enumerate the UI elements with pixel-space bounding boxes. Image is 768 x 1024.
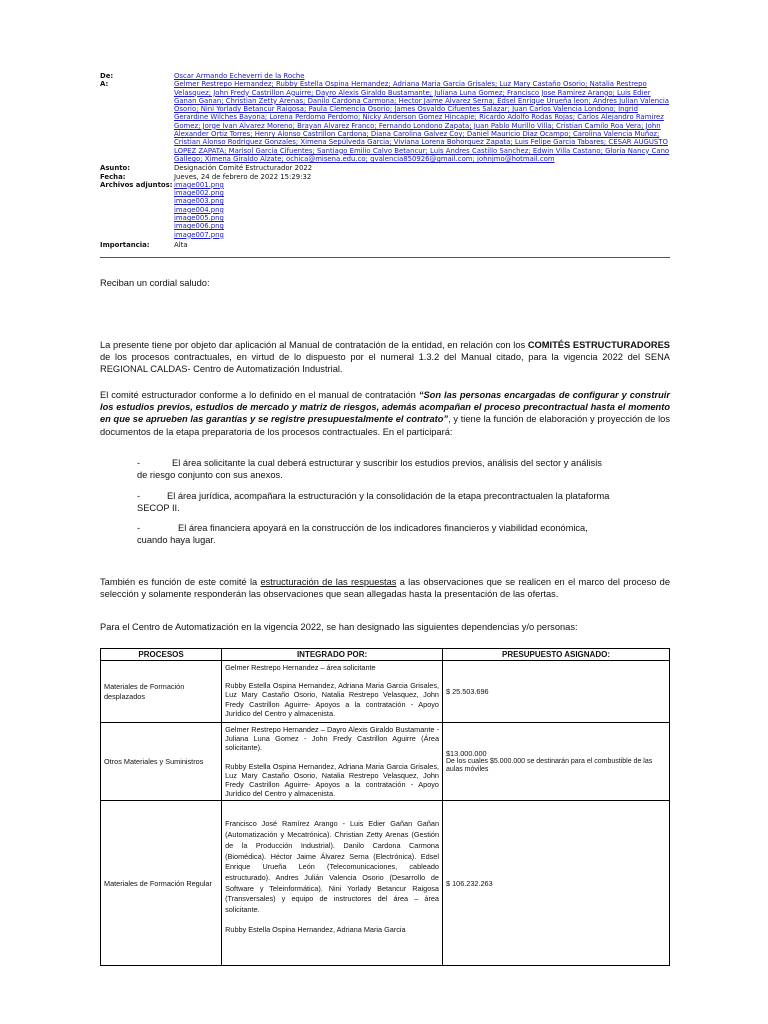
bullet-3-line-2: cuando haya lugar. bbox=[137, 535, 216, 545]
bullet-2-line-1: El área jurídica, acompañara la estructuración y la consolidación de la etapa precontractualen la plataforma bbox=[167, 491, 610, 501]
responses-text-a: También es función de este comité la bbox=[100, 577, 261, 587]
integrado-line: Rubby Estella Ospina Hernandez, Adriana Maria Garcia Grisales, Luz Mary Castaño Osorio, Natalia Restrepo Velasquez, John Fredy Castrillon Aguirre- Apoyos a la contratación - Apoyo Jurídico del Centro y almacenista. bbox=[225, 761, 439, 799]
committee-quote: “Son las personas encargadas de configurar y construir los estudios previos, estudios de mercado y matriz de riesgos, además acompañan el proceso precontractual hasta el momento en que se aprueben las garantías y se registre presupuestalmente el contrato” bbox=[100, 390, 671, 425]
integrado-cell bbox=[222, 723, 443, 801]
integrado-line: Gelmer Restrepo Hernandez – área solicitante bbox=[225, 663, 376, 672]
responses-text-b: a las observaciones que se realicen en el marco del proceso de selección y solamente responderán las observaciones que sean allegadas hasta la presentación de las ofertas. bbox=[100, 577, 670, 600]
table-row bbox=[101, 723, 670, 801]
attachments-list bbox=[174, 181, 670, 239]
header-integrado: INTEGRADO POR: bbox=[222, 649, 443, 661]
table-row bbox=[101, 661, 670, 723]
designation-table bbox=[100, 648, 670, 966]
integrado-line: Rubby Estella Ospina Hernandez, Adriana Maria Garcia Grisales, Luz Mary Castaño Osorio, Natalia Restrepo Velasquez, John Fredy Castrillon Aguirre- Apoyos a la contratación - Apoyo Jurídico del Centro y almacenista. bbox=[225, 681, 439, 718]
proceso-cell: Otros Materiales y Suministros bbox=[101, 723, 222, 801]
to-label: A: bbox=[100, 80, 109, 89]
paragraph-committee bbox=[100, 389, 670, 438]
attachment-link[interactable]: image003.png bbox=[174, 197, 224, 206]
paragraph-intro bbox=[100, 339, 670, 376]
intro-text-b: de los procesos contractuales, en virtud de lo dispuesto por el numeral 1.3.2 del Manual citado, para la vigencia 2022 del SENA REGIONAL CALDAS- Centro de Automatización Industrial. bbox=[100, 352, 670, 375]
integrado-cell bbox=[222, 801, 443, 966]
presupuesto-cell bbox=[443, 661, 670, 723]
header-procesos: PROCESOS bbox=[101, 649, 222, 661]
bullet-dash: - bbox=[137, 523, 141, 533]
bullet-3-line-1: El área financiera apoyará en la construcción de los indicadores financieros y viabilidad económica, bbox=[178, 523, 588, 533]
to-row bbox=[100, 80, 670, 163]
responses-underlined: estructuración de las respuestas bbox=[260, 577, 397, 587]
committee-text-b: , y tiene la función de elaboración y proyección de los documentos de la etapa preparatoria de los procesos contractuales. En el participará: bbox=[100, 414, 670, 437]
presupuesto-cell bbox=[443, 801, 670, 966]
integrado-line: Francisco José Ramírez Arango - Luis Edier Gañan Gañan (Automatización y Mecatrónica). Christian Zetty Arenas (Gestión de la Producción Industrial). Danilo Cardona Carmona (Biomédica). Héctor Jaime Álvarez Serna (Electrónica). Edsel Enrique Urueña León (Telecomunicaciones, cableado estructurado). Andres Julián Valencia Osorio (Desarrollo de Software y Teleinformática). Nini Yorlady Betancur Raigosa (Transversales) y equipo de instructores del área – área solicitante. bbox=[225, 819, 439, 915]
bullet-dash: - bbox=[137, 458, 141, 468]
attachment-link[interactable]: image001.png bbox=[174, 180, 224, 189]
bullet-2-line-2: SECOP II. bbox=[137, 503, 180, 513]
subject-label: Asunto: bbox=[100, 164, 131, 173]
from-row bbox=[100, 72, 670, 80]
proceso-cell: Materiales de Formación desplazados bbox=[101, 661, 222, 723]
from-label: De: bbox=[100, 72, 114, 80]
subject-value: Designación Comité Estructurador 2022 bbox=[174, 164, 313, 173]
header-presupuesto: PRESUPUESTO ASIGNADO: bbox=[443, 649, 670, 661]
from-link[interactable]: Oscar Armando Echeverri de la Roche bbox=[174, 72, 305, 80]
date-label: Fecha: bbox=[100, 172, 126, 181]
importance-value: Alta bbox=[174, 240, 188, 249]
presupuesto-value: $13.000.000 bbox=[446, 748, 487, 758]
proceso-cell: Materiales de Formación Regular bbox=[101, 801, 222, 966]
bullet-dash: - bbox=[137, 491, 141, 501]
presupuesto-cell bbox=[443, 723, 670, 801]
importance-label: Importancia: bbox=[100, 240, 150, 249]
email-header bbox=[100, 72, 670, 249]
attachment-link[interactable]: image006.png bbox=[174, 222, 224, 231]
attachment-link[interactable]: image005.png bbox=[174, 214, 224, 223]
table-header-row bbox=[101, 649, 670, 661]
importance-row bbox=[100, 241, 670, 249]
subject-row bbox=[100, 164, 670, 172]
paragraph-responses bbox=[100, 576, 670, 600]
bullet-1-line-2: de riesgo conjunto con sus anexos. bbox=[137, 470, 283, 480]
committee-text-a: El comité estructurador conforme a lo definido en el manual de contratación bbox=[100, 390, 419, 400]
bullet-1-line-1: El área solicitante la cual deberá estructurar y suscribir los estudios previos, análisis del sector y análisis bbox=[172, 458, 602, 468]
integrado-line: Rubby Estella Ospina Hernandez, Adriana Maria Garcia bbox=[225, 924, 406, 934]
presupuesto-note: De los cuales $5.000.000 se destinarán para el combustible de las aulas móviles bbox=[446, 757, 653, 774]
greeting: Reciban un cordial saludo: bbox=[100, 278, 210, 288]
presupuesto-value: $ 25.503.696 bbox=[446, 686, 489, 696]
attachment-link[interactable]: image007.png bbox=[174, 230, 224, 239]
integrado-line: Gelmer Restrepo Hernandez – Dayro Alexis Giraldo Bustamante - Juliana Luna Gomez - John Fredy Castrillon Aguirre (Área solicitante). bbox=[225, 725, 439, 753]
attachment-link[interactable]: image004.png bbox=[174, 205, 224, 214]
attachment-link[interactable]: image002.png bbox=[174, 189, 224, 198]
intro-text-a: La presente tiene por objeto dar aplicación al Manual de contratación de la entidad, en relación con los bbox=[100, 340, 528, 350]
presupuesto-value: $ 106.232.263 bbox=[446, 878, 493, 888]
header-divider bbox=[100, 257, 670, 258]
attachments-row bbox=[100, 181, 670, 239]
attachments-label: Archivos adjuntos: bbox=[100, 180, 173, 189]
paragraph-designation: Para el Centro de Automatización en la vigencia 2022, se han designado las siguientes dependencias y/o personas: bbox=[100, 622, 578, 632]
recipients-links[interactable]: Gelmer Restrepo Hernandez; Rubby Estella Ospina Hernandez; Adriana Maria Garcia Grisales; Luz Mary Castaño Osorio; Natalia Restrepo Velasquez; John Fredy Castrillon Aguirre; Dayro Alexis Giraldo Bustamante; Juliana Luna Gomez; Francisco Jose Ramirez Arango; Luis Edier Ganan Ganan; Christian Zetty Arenas; Danilo Cardona Carmona; Hector Jaime Alvarez Serna; Edsel Enrique Urueña leon; Andres Julian Valencia Osorio; Nini Yorlady Betancur Raigosa; Paula Clemencia Osorio; James Osvaldo Cifuentes Salazar; Juan Carlos Valencia Londono; Ingrid Gerardine Wilches Bayona; Lorena Perdomo Perdomo; Nicky Anderson Gomez Hincapie; Ricardo Adolfo Rodas Rojas; Carlos Alejandro Ramirez Gomez; Jorge Ivan Alvarez Moreno; Brayan Alvarez Franco; Fernando Londono Zapata; Juan Pablo Murillo Villa; Cristian Camilo Roa Vera; John Alexander Ortiz Torres; Henry Alonso Castrillon Cardona; Diana Carolina Galvez Coy; Daniel Mauricio Diaz Ocampo; Carolina Valencia Muñoz; Cristian Alonso Rodriguez Gonzales; Ximena Sepúlveda Garcia; Viviana Lorena Bohorquez Zapata; Luis Felipe Garcia Tabares; CESAR AUGUSTO LOPEZ ZAPATA; Marisol Garcia Cifuentes; Santiago Emilio Calvo Betancur; Luis Andres Castillo Sanchez; Edwin Villa Castano; Gloria Nancy Cano Gallego; Ximena Giraldo Alzate; ochica@misena.edu.co; gvalencia850926@gmail.com; johnjmo@hotmail.com bbox=[174, 80, 670, 163]
table-row bbox=[101, 801, 670, 966]
intro-bold: COMITÉS ESTRUCTURADORES bbox=[527, 340, 670, 350]
integrado-cell bbox=[222, 661, 443, 723]
date-row bbox=[100, 173, 670, 181]
date-value: Jueves, 24 de febrero de 2022 15:29:32 bbox=[174, 172, 312, 181]
